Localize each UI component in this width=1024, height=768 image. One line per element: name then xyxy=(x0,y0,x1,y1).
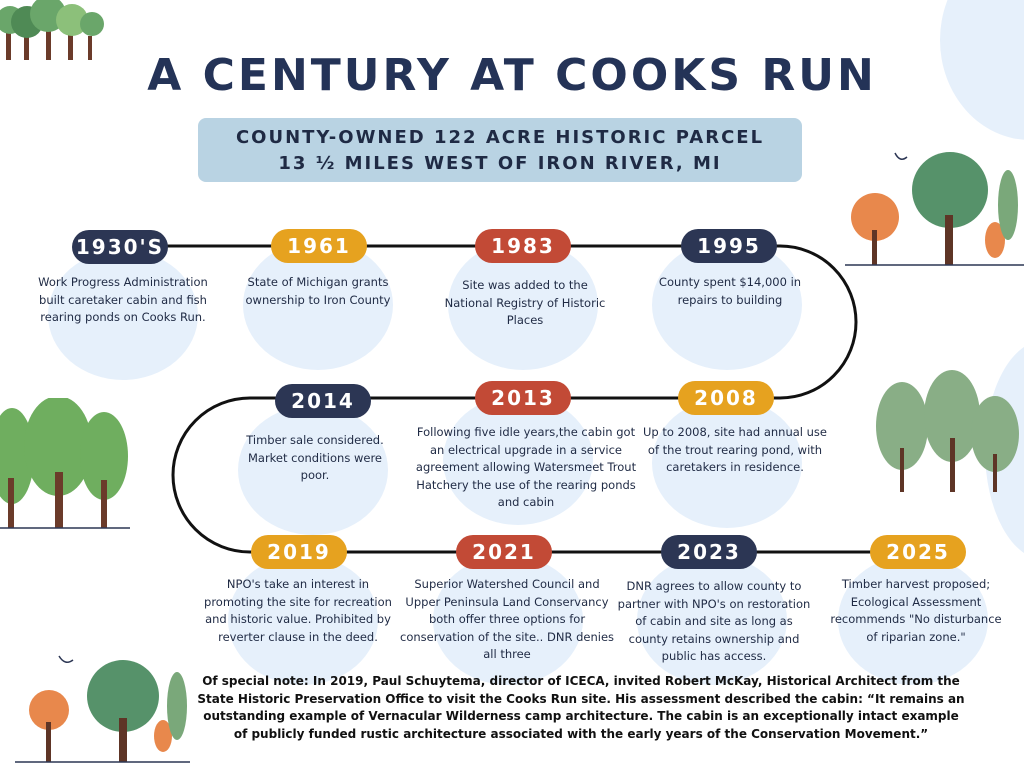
year-label-2021: 2021 xyxy=(456,535,552,569)
year-label-2014: 2014 xyxy=(275,384,371,418)
year-label-1930s: 1930'S xyxy=(72,230,168,264)
year-label-2013: 2013 xyxy=(475,381,571,415)
subtitle-line-2: 13 ½ MILES WEST OF IRON RIVER, MI xyxy=(278,153,722,174)
event-description-2013: Following five idle years,the cabin got an electrical upgrade in a service agreement allowing Watersmeet Trout Hatchery the use of the rearing ponds and cabin xyxy=(415,425,637,509)
year-label-2008: 2008 xyxy=(678,381,774,415)
year-label-1995: 1995 xyxy=(681,229,777,263)
year-label-2025: 2025 xyxy=(870,535,966,569)
year-label-1961: 1961 xyxy=(271,229,367,263)
event-description-1930s: Work Progress Administration built caretaker cabin and fish rearing ponds on Cooks Run. xyxy=(38,275,208,324)
year-label-2023: 2023 xyxy=(661,535,757,569)
year-label-2019: 2019 xyxy=(251,535,347,569)
event-description-2023: DNR agrees to allow county to partner with NPO's on restoration of cabin and site as long as county retains ownership and public has access. xyxy=(617,579,811,663)
event-description-2014: Timber sale considered. Market conditions were poor. xyxy=(246,433,384,482)
special-note: Of special note: In 2019, Paul Schuytema, director of ICECA, invited Robert McKay, Historical Architect from the State Historic Preservation Office to visit the Cooks Run site. His assessment described the cabin: “It remains an outstanding example of Vernacular Wilderness camp architecture. The cabin is an exceptionally intact example of publicly funded rustic architecture associated with the early years of the Conservation Movement.” xyxy=(197,674,965,741)
event-description-1995: County spent $14,000 in repairs to building xyxy=(658,275,802,307)
page-title: A CENTURY AT COOKS RUN xyxy=(147,50,877,101)
event-description-2021: Superior Watershed Council and Upper Peninsula Land Conservancy both offer three options for conservation of the site.. DNR denies all three xyxy=(400,577,615,661)
event-description-2008: Up to 2008, site had annual use of the trout rearing pond, with caretakers in residence. xyxy=(642,425,828,474)
year-label-1983: 1983 xyxy=(475,229,571,263)
event-description-2019: NPO's take an interest in promoting the site for recreation and historic value. Prohibited by reverter clause in the deed. xyxy=(204,577,392,644)
event-description-1983: Site was added to the National Registry of Historic Places xyxy=(444,278,606,327)
event-description-2025: Timber harvest proposed; Ecological Assessment recommends "No disturbance of riparian zone." xyxy=(830,577,1002,644)
subtitle-line-1: COUNTY-OWNED 122 ACRE HISTORIC PARCEL xyxy=(235,127,765,148)
event-description-1961: State of Michigan grants ownership to Iron County xyxy=(245,275,391,307)
